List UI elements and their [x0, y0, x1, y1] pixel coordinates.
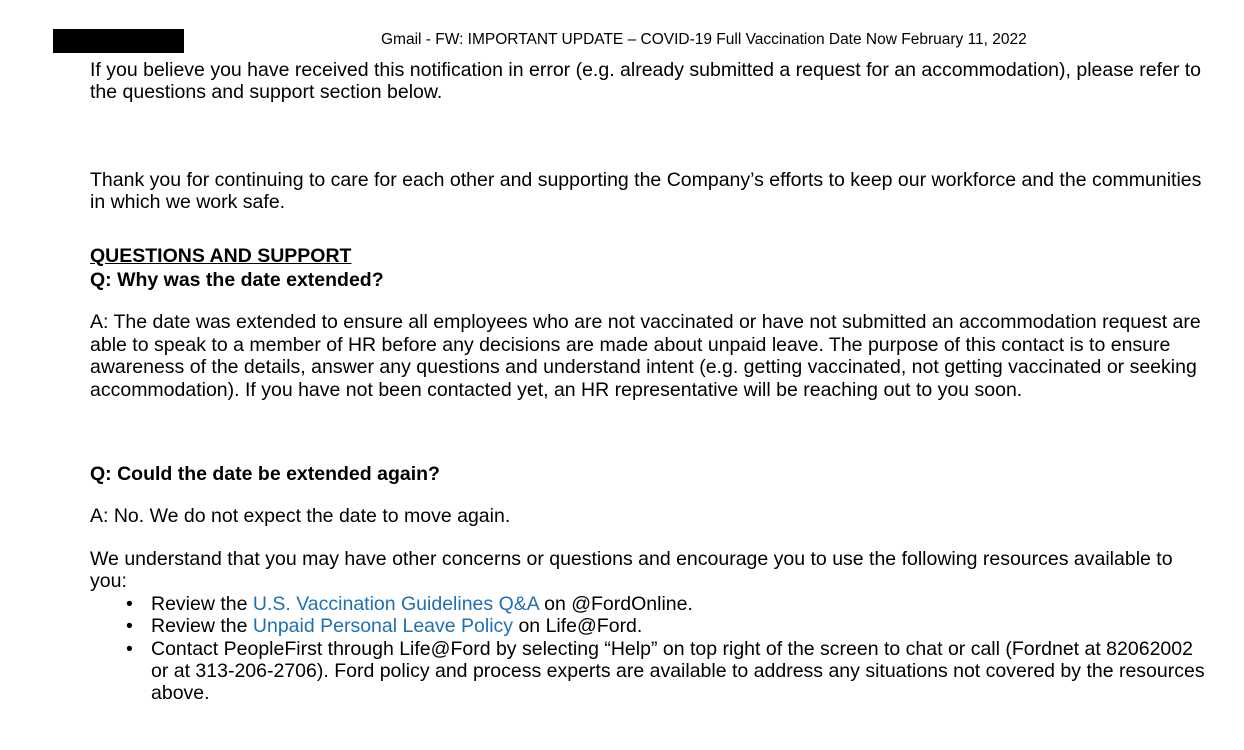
intro-paragraph: If you believe you have received this notification in error (e.g. already submitted a request for an accommodation), please refer to the questions and support section below.: [90, 59, 1202, 104]
list-item: [126, 638, 1210, 705]
resource-prefix: Review the: [151, 615, 253, 638]
unpaid-leave-policy-link[interactable]: Unpaid Personal Leave Policy: [252, 615, 514, 638]
section-heading: QUESTIONS AND SUPPORT: [90, 244, 352, 267]
answer-2: A: No. We do not expect the date to move again.: [90, 505, 511, 528]
bullet-icon: •: [126, 615, 133, 638]
list-item: [126, 593, 1210, 615]
resources-list: [90, 593, 1210, 705]
list-item: [126, 615, 1210, 637]
question-1: Q: Why was the date extended?: [90, 269, 384, 292]
redaction-block: [53, 29, 184, 53]
resource-suffix: on Life@Ford.: [513, 615, 643, 638]
email-body: [90, 59, 1210, 705]
bullet-icon: •: [126, 592, 133, 615]
thanks-paragraph: Thank you for continuing to care for each other and supporting the Company’s efforts to keep our workforce and the communities in which we work safe.: [90, 168, 1202, 214]
page-header-title: Gmail - FW: IMPORTANT UPDATE – COVID-19 Full Vaccination Date Now February 11, 2022: [381, 31, 1027, 48]
resource-suffix: on @FordOnline.: [538, 592, 693, 615]
vaccination-guidelines-link[interactable]: U.S. Vaccination Guidelines Q&A: [252, 592, 539, 615]
question-2: Q: Could the date be extended again?: [90, 463, 440, 486]
resource-prefix: Review the: [151, 592, 253, 615]
bullet-icon: •: [126, 637, 133, 660]
answer-1: A: The date was extended to ensure all employees who are not vaccinated or have not submitted an accommodation request are able to speak to a member of HR before any decisions are made about unpaid leave. The purpose of this contact is to ensure awareness of the details, answer any questions and understand intent (e.g. getting vaccinated, not getting vaccinated or seeking accommodation). If you have not been contacted yet, an HR representative will be reaching out to you soon.: [90, 311, 1201, 401]
closing-paragraph: We understand that you may have other concerns or questions and encourage you to use the following resources available to you:: [90, 547, 1173, 593]
resource-text: Contact PeopleFirst through Life@Ford by selecting “Help” on top right of the screen to chat or call (Fordnet at 82062002 or at 313-206-2706). Ford policy and process experts are available to address any situations not covered by the resources above.: [151, 637, 1205, 705]
